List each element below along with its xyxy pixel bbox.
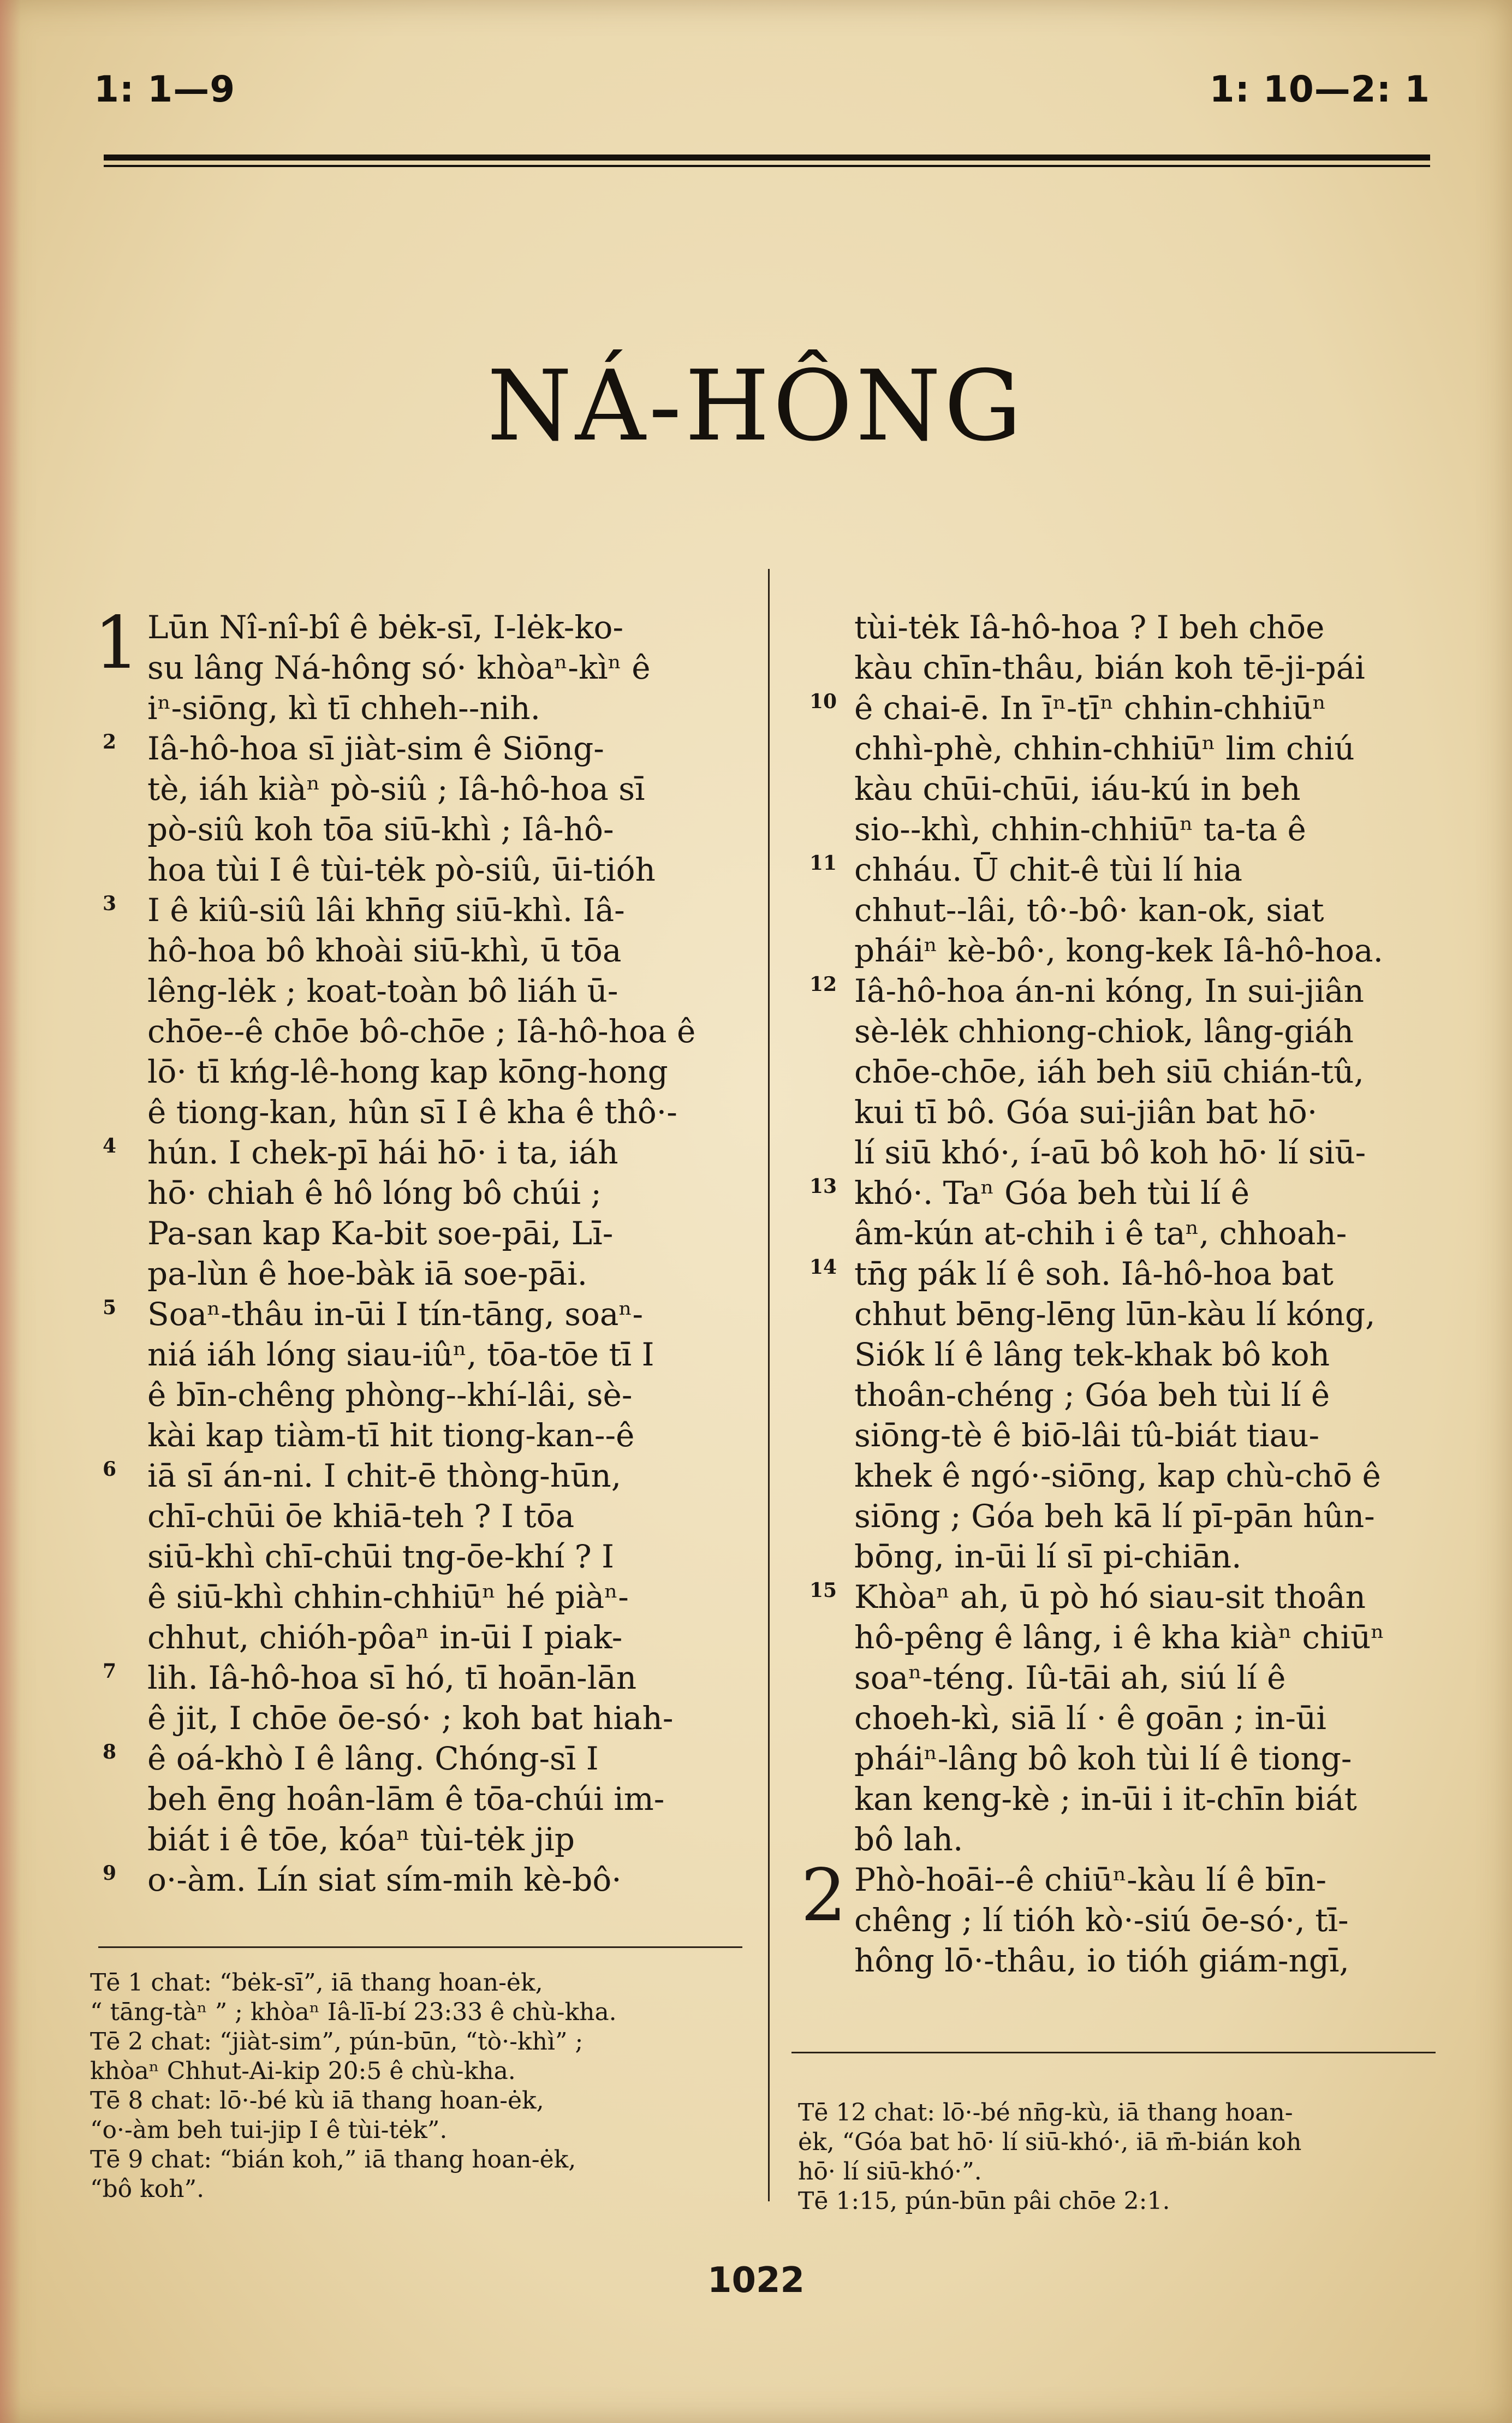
line-text: chhut, chióh-pôaⁿ in-ūi I piak-: [147, 1619, 623, 1656]
running-head-left: 1: 1—9: [94, 68, 236, 110]
line-text: iā sī án-ni. I chit-ē thòng-hūn,: [147, 1457, 622, 1494]
text-line: [794, 850, 1438, 890]
page-number: 1022: [707, 2260, 805, 2301]
text-line: [794, 930, 1438, 971]
text-line: [87, 688, 753, 728]
line-text: o·-àm. Lín siat sím-mih kè-bô·: [147, 1861, 622, 1898]
line-text: ê jit, I chōe ōe-só· ; koh bat hiah-: [147, 1700, 674, 1737]
text-line: [87, 1132, 753, 1173]
text-line: [794, 1577, 1438, 1617]
verse-number: 8: [103, 1741, 117, 1763]
line-text: tn̄g pák lí ê soh. Iâ-hô-hoa bat: [854, 1255, 1334, 1292]
line-text: iⁿ-siōng, kì tī chheh--nih.: [147, 690, 541, 727]
text-line: [87, 1456, 753, 1496]
line-text: kàu chūi-chūi, iáu-kú in beh: [854, 770, 1301, 807]
line-text: Khòaⁿ ah, ū pò hó siau-sit thoân: [854, 1578, 1366, 1616]
line-text: choeh-kì, siā lí · ê goān ; in-ūi: [854, 1700, 1326, 1737]
verse-number: 10: [809, 690, 837, 713]
footnote-line: Tē 1:15, pún-būn pâi chōe 2:1.: [798, 2187, 1170, 2215]
header-rule-thick: [104, 155, 1430, 161]
line-text: chī-chūi ōe khiā-teh ? I tōa: [147, 1498, 575, 1535]
line-text: Pa-san kap Ka-bit soe-pāi, Lī-: [147, 1215, 614, 1252]
footnote-line: khòaⁿ Chhut-Ai-kip 20:5 ê chù-kha.: [90, 2057, 516, 2085]
verse-number: 12: [809, 973, 837, 996]
verse-number: 15: [809, 1579, 837, 1602]
line-text: beh ēng hoân-lām ê tōa-chúi im-: [147, 1780, 665, 1818]
footnote-line: Tē 8 chat: lō·-bé kù iā thang hoan-ėk,: [90, 2087, 544, 2115]
verse-number: 6: [103, 1458, 117, 1481]
text-line: [794, 1415, 1438, 1456]
text-line: [87, 1334, 753, 1375]
footnote-line: “bô koh”.: [90, 2175, 205, 2203]
line-text: chêng ; lí tióh kò·-siú ōe-só·, tī-: [854, 1902, 1349, 1939]
line-text: ê siū-khì chhin-chhiūⁿ hé piàⁿ-: [147, 1578, 629, 1616]
line-text: lí siū khó·, í-aū bô koh hō· lí siū-: [854, 1134, 1366, 1171]
footnotes-right: [798, 2098, 1442, 2216]
text-line: [794, 1052, 1438, 1092]
text-line: [87, 1375, 753, 1415]
text-line: [794, 1011, 1438, 1052]
text-line: [794, 1496, 1438, 1536]
footnote-line: ėk, “Góa bat hō· lí siū-khó·, iā m̄-bián koh: [798, 2128, 1302, 2156]
footnote-line: Tē 2 chat: “jiàt-sim”, pún-būn, “tò·-khì” ;: [90, 2028, 584, 2056]
line-text: âm-kún at-chih i ê taⁿ, chhoah-: [854, 1215, 1347, 1252]
line-text: khó·. Taⁿ Góa beh tùi lí ê: [854, 1174, 1250, 1212]
text-line: [87, 648, 753, 688]
text-line: [87, 1294, 753, 1334]
line-text: sè-lėk chhiong-chiok, lâng-giáh: [854, 1013, 1354, 1050]
text-line: [87, 850, 753, 890]
verse-number: 14: [809, 1256, 837, 1279]
footnote-line: “o·-àm beh tui-jip I ê tùi-tėk”.: [90, 2116, 448, 2144]
text-line: [794, 890, 1438, 930]
line-text: I ê kiû-siû lâi khn̄g siū-khì. Iâ-: [147, 892, 625, 929]
text-line: [794, 728, 1438, 769]
text-line: [87, 930, 753, 971]
column-divider: [768, 569, 770, 2201]
footnote-rule-right: [791, 2052, 1436, 2053]
text-line: [87, 1860, 753, 1900]
line-text: chháu. Ū chit-ê tùi lí hia: [854, 851, 1243, 888]
line-text: ê bīn-chêng phòng--khí-lâi, sè-: [147, 1376, 633, 1414]
line-text: tè, iáh kiàⁿ pò-siû ; Iâ-hô-hoa sī: [147, 770, 645, 807]
text-line: [794, 1294, 1438, 1334]
chapter-number: 1: [94, 601, 140, 685]
text-line: [794, 607, 1438, 648]
line-text: Soaⁿ-thâu in-ūi I tín-tāng, soaⁿ-: [147, 1296, 644, 1333]
text-line: [87, 1658, 753, 1698]
line-text: khek ê ngó·-siōng, kap chù-chō ê: [854, 1457, 1381, 1494]
line-text: bô lah.: [854, 1821, 963, 1858]
verse-number: 9: [103, 1862, 117, 1885]
line-text: kan keng-kè ; in-ūi i it-chīn biát: [854, 1780, 1357, 1818]
text-line: [794, 1213, 1438, 1254]
verse-number: 2: [103, 731, 117, 753]
text-line: [87, 1092, 753, 1132]
text-line: [87, 1577, 753, 1617]
text-line: [794, 1900, 1438, 1940]
line-text: siōng-tè ê biō-lâi tû-biát tiau-: [854, 1417, 1320, 1454]
text-line: [87, 1779, 753, 1819]
line-text: siū-khì chī-chūi tng-ōe-khí ? I: [147, 1538, 615, 1575]
line-text: chhì-phè, chhin-chhiūⁿ lim chiú: [854, 730, 1355, 767]
footnote-line: Tē 9 chat: “bián koh,” iā thang hoan-ėk,: [90, 2146, 576, 2173]
text-line: [794, 688, 1438, 728]
line-text: kàu chīn-thâu, bián koh tē-ji-pái: [854, 649, 1365, 686]
line-text: kài kap tiàm-tī hit tiong-kan--ê: [147, 1417, 635, 1454]
footnote-line: “ tāng-tàⁿ ” ; khòaⁿ Iâ-lī-bí 23:33 ê chù-kha.: [90, 1998, 617, 2026]
verse-number: 5: [103, 1296, 117, 1319]
line-text: pa-lùn ê hoe-bàk iā soe-pāi.: [147, 1255, 588, 1292]
text-line: [87, 769, 753, 809]
text-line: [794, 648, 1438, 688]
header-rule-thin: [104, 165, 1430, 167]
line-text: pò-siû koh tōa siū-khì ; Iâ-hô-: [147, 811, 614, 848]
line-text: pháiⁿ-lâng bô koh tùi lí ê tiong-: [854, 1740, 1352, 1777]
line-text: hoa tùi I ê tùi-tėk pò-siû, ūi-tióh: [147, 851, 656, 888]
text-line: [87, 1213, 753, 1254]
verse-number: 4: [103, 1135, 117, 1157]
text-line: [794, 769, 1438, 809]
line-text: siōng ; Góa beh kā lí pī-pān hûn-: [854, 1498, 1375, 1535]
line-text: tùi-tėk Iâ-hô-hoa ? I beh chōe: [854, 609, 1325, 646]
line-text: hô-hoa bô khoài siū-khì, ū tōa: [147, 932, 622, 969]
left-text-column: [87, 601, 753, 1900]
verse-number: 11: [809, 852, 837, 875]
text-line: [794, 1536, 1438, 1577]
line-text: Iâ-hô-hoa án-ni kóng, In sui-jiân: [854, 972, 1364, 1009]
line-text: ê tiong-kan, hûn sī I ê kha ê thô·-: [147, 1094, 677, 1131]
text-line: [794, 1738, 1438, 1779]
line-text: hō· chiah ê hô lóng bô chúi ;: [147, 1174, 602, 1212]
text-line: [87, 1052, 753, 1092]
line-text: hún. I chek-pī hái hō· i ta, iáh: [147, 1134, 618, 1171]
line-text: su lâng Ná-hông só· khòaⁿ-kìⁿ ê: [147, 649, 651, 686]
chapter-number: 2: [801, 1854, 847, 1938]
text-line: [794, 1173, 1438, 1213]
line-text: pháiⁿ kè-bô·, kong-kek Iâ-hô-hoa.: [854, 932, 1384, 969]
text-line: [794, 1334, 1438, 1375]
running-head-right: 1: 10—2: 1: [1209, 68, 1430, 110]
footnote-rule-left: [98, 1946, 742, 1948]
text-line: [794, 1698, 1438, 1738]
line-text: chhut--lâi, tô·-bô· kan-ok, siat: [854, 892, 1324, 929]
text-line: [87, 1698, 753, 1738]
book-title: NÁ-HÔNG: [487, 349, 1025, 462]
text-line: [87, 890, 753, 930]
text-line: [794, 1132, 1438, 1173]
text-line: [794, 1819, 1438, 1860]
line-text: Lūn Nî-nî-bî ê bėk-sī, I-lėk-ko-: [147, 609, 624, 646]
text-line: [87, 1738, 753, 1779]
line-text: kui tī bô. Góa sui-jiân bat hō·: [854, 1094, 1318, 1131]
footnote-line: hō· lí siū-khó·”.: [798, 2158, 982, 2186]
line-text: ê oá-khò I ê lâng. Chóng-sī I: [147, 1740, 599, 1777]
text-line: [87, 1254, 753, 1294]
line-text: thoân-chéng ; Góa beh tùi lí ê: [854, 1376, 1330, 1414]
verse-number: 3: [103, 892, 117, 915]
text-line: [794, 1456, 1438, 1496]
line-text: chhut bēng-lēng lūn-kàu lí kóng,: [854, 1296, 1376, 1333]
line-text: lō· tī kńg-lê-hong kap kōng-hong: [147, 1053, 668, 1090]
line-text: chōe-chōe, iáh beh siū chián-tû,: [854, 1053, 1364, 1090]
line-text: Phò-hoāi--ê chiūⁿ-kàu lí ê bīn-: [854, 1861, 1327, 1898]
text-line: [87, 1415, 753, 1456]
text-line: [87, 1617, 753, 1658]
line-text: ê chai-ē. In īⁿ-tīⁿ chhin-chhiūⁿ: [854, 690, 1326, 727]
text-line: [794, 971, 1438, 1011]
line-text: niá iáh lóng siau-iûⁿ, tōa-tōe tī I: [147, 1336, 654, 1373]
line-text: soaⁿ-téng. Iû-tāi ah, siú lí ê: [854, 1659, 1286, 1696]
text-line: [794, 1092, 1438, 1132]
text-line: [794, 1658, 1438, 1698]
text-line: [87, 809, 753, 850]
text-line: [87, 1173, 753, 1213]
verse-number: 7: [103, 1660, 117, 1683]
text-line: [794, 1375, 1438, 1415]
text-line: [794, 1940, 1438, 1981]
line-text: hông lō·-thâu, io tióh giám-ngī,: [854, 1942, 1349, 1979]
text-line: [87, 971, 753, 1011]
footnote-line: Tē 1 chat: “bėk-sī”, iā thang hoan-ėk,: [90, 1969, 543, 1997]
line-text: hô-pêng ê lâng, i ê kha kiàⁿ chiūⁿ: [854, 1619, 1385, 1656]
footnotes-left: [90, 1968, 756, 2204]
text-line: [87, 1819, 753, 1860]
line-text: Siók lí ê lâng tek-khak bô koh: [854, 1336, 1330, 1373]
line-text: biát i ê tōe, kóaⁿ tùi-tėk jip: [147, 1821, 575, 1858]
text-line: [794, 1617, 1438, 1658]
line-text: sio--khì, chhin-chhiūⁿ ta-ta ê: [854, 811, 1306, 848]
right-text-column: [794, 607, 1438, 1981]
text-line: [794, 809, 1438, 850]
text-line: [87, 728, 753, 769]
text-line: [87, 1011, 753, 1052]
line-text: lih. Iâ-hô-hoa sī hó, tī hoān-lān: [147, 1659, 637, 1696]
footnote-line: Tē 12 chat: lō·-bé nn̄g-kù, iā thang hoan-: [798, 2099, 1293, 2127]
text-line: [87, 1536, 753, 1577]
line-text: Iâ-hô-hoa sī jiàt-sim ê Siōng-: [147, 730, 604, 767]
text-line: [794, 1779, 1438, 1819]
text-line: [794, 1254, 1438, 1294]
text-line: [87, 1496, 753, 1536]
line-text: chōe--ê chōe bô-chōe ; Iâ-hô-hoa ê: [147, 1013, 696, 1050]
line-text: bōng, in-ūi lí sī pi-chiān.: [854, 1538, 1242, 1575]
verse-number: 13: [809, 1175, 837, 1198]
line-text: lêng-lėk ; koat-toàn bô liáh ū-: [147, 972, 618, 1009]
